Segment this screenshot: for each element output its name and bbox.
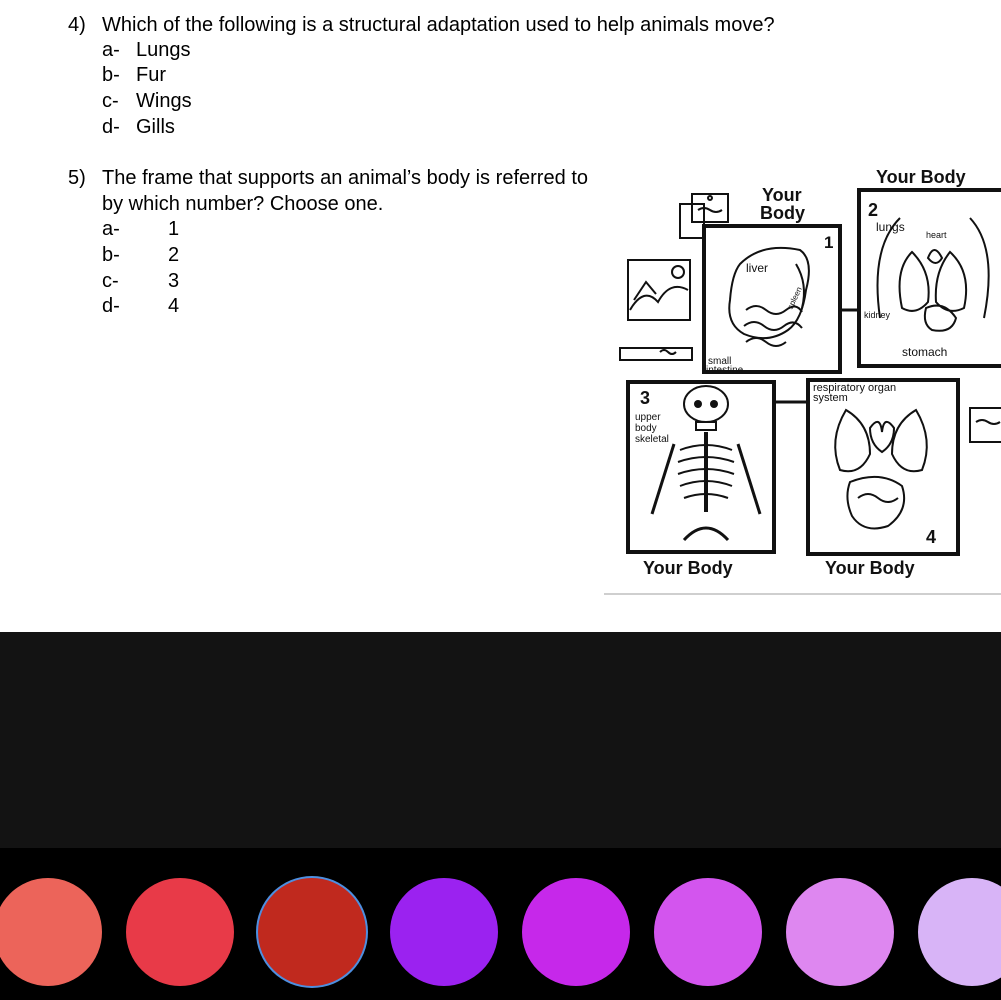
panel-4-number: 4 [926,527,937,547]
color-swatch-4[interactable] [390,878,498,986]
panel-1-number: 1 [824,233,834,252]
color-swatch-2[interactable] [126,878,234,986]
panel-3-number: 3 [640,388,651,408]
color-swatch-3[interactable] [258,878,366,986]
strip-picture-icon [620,348,692,360]
label-spleen: spleen [785,285,804,311]
label-lungs: lungs [876,220,905,234]
q5-option-d: d- 4 [102,295,180,317]
label-upper-body-1: upper [635,412,661,423]
panel-2-number: 2 [868,200,879,220]
label-small-intestine-2: intestine [706,365,744,376]
q4-option-c: c- Wings [102,90,192,112]
q4-option-b: b- Fur [102,64,166,86]
q5-option-b: b- 2 [102,244,180,266]
q4-option-a: a- Lungs [102,39,191,61]
q5-option-c: c- 3 [102,270,180,292]
panel-4-respiratory [808,380,958,554]
dark-panel [0,632,1001,848]
panel-3-skeleton [628,382,774,552]
label-heart: heart [926,230,947,240]
color-swatch-5[interactable] [522,878,630,986]
color-swatch-6[interactable] [654,878,762,986]
diagram-title-top-right: Your Body [876,167,966,187]
body-systems-diagram [600,160,1001,600]
panel-2-organs [859,190,1001,366]
label-respiratory-2: system [813,392,848,404]
label-kidney: kidney [864,310,891,320]
label-upper-body-3: skeletal [635,434,669,445]
label-stomach: stomach [902,345,948,359]
q5-text: The frame that supports an animal’s body is referred to by which number? Choose one. [102,167,588,215]
q5-option-a: a- 1 [102,218,180,240]
diagram-title-bottom-right: Your Body [825,558,915,578]
q4-option-d: d- Gills [102,116,175,138]
diagram-title-bottom-left: Your Body [643,558,733,578]
q4-number: 4) [68,14,86,36]
q5-number: 5) [68,167,86,189]
color-swatch-7[interactable] [786,878,894,986]
label-respiratory-1: respiratory organ [813,382,897,394]
landscape-picture-icon [628,260,690,320]
label-upper-body-2: body [635,423,657,434]
label-liver: liver [746,261,769,275]
note-icon-right [970,408,1001,442]
label-small-intestine-1: small [708,356,732,367]
q4-text: Which of the following is a structural adaptation used to help animals move? [102,14,775,36]
diagram-title-top-left-1: Your [762,185,802,205]
diagram-title-top-left-2: Body [760,203,805,223]
panel-1-digestive [704,226,840,376]
